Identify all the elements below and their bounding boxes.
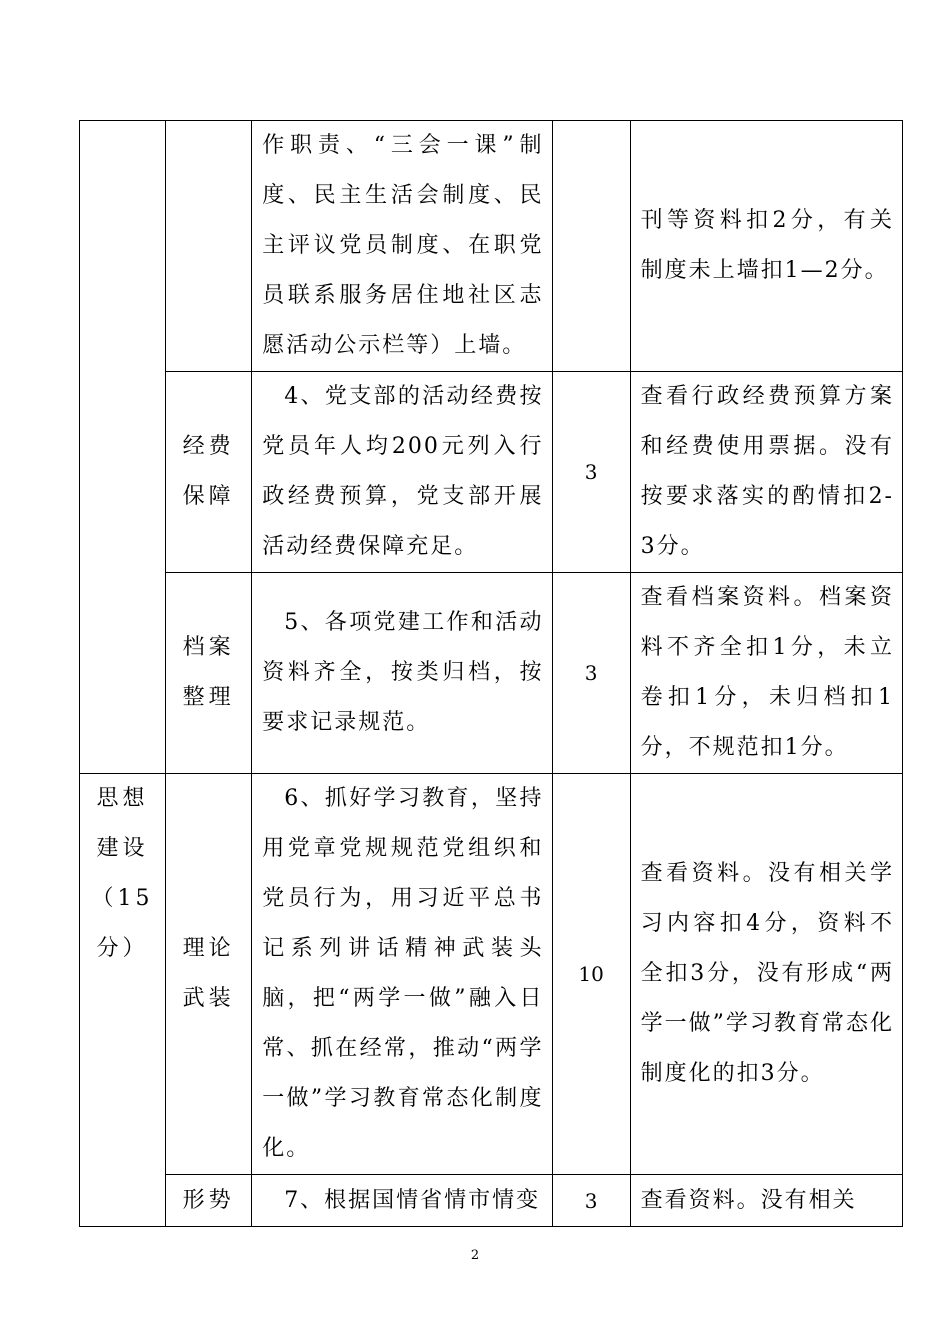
score-cell: 10 [552, 774, 630, 1175]
method-cell: 查看资料。没有相关 [630, 1175, 902, 1227]
score-cell: 3 [552, 1175, 630, 1227]
page-number: 2 [470, 1248, 480, 1263]
category-cell: 思想建设（15分） [80, 774, 166, 1227]
category-cell [80, 121, 166, 774]
content-cell: 5、各项党建工作和活动资料齐全，按类归档，按要求记录规范。 [252, 573, 552, 774]
score-cell: 3 [552, 573, 630, 774]
method-cell: 刊等资料扣2分，有关制度未上墙扣1—2分。 [630, 121, 902, 372]
table-row [80, 372, 903, 573]
item-cell: 经费保障 [166, 372, 252, 573]
method-cell: 查看行政经费预算方案和经费使用票据。没有按要求落实的酌情扣2-3分。 [630, 372, 902, 573]
score-cell [552, 121, 630, 372]
content-cell: 作职责、“三会一课”制度、民主生活会制度、民主评议党员制度、在职党员联系服务居住地社区志愿活动公示栏等）上墙。 [252, 121, 552, 372]
item-cell [166, 121, 252, 372]
table-row [80, 774, 903, 1175]
scoring-table [79, 120, 903, 1227]
content-cell: 4、党支部的活动经费按党员年人均200元列入行政经费预算，党支部开展活动经费保障充足。 [252, 372, 552, 573]
method-cell: 查看资料。没有相关学习内容扣4分，资料不全扣3分，没有形成“两学一做”学习教育常态化制度化的扣3分。 [630, 774, 902, 1175]
table-row [80, 121, 903, 372]
content-cell: 6、抓好学习教育，坚持用党章党规规范党组织和党员行为，用习近平总书记系列讲话精神武装头脑，把“两学一做”融入日常、抓在经常，推动“两学一做”学习教育常态化制度化。 [252, 774, 552, 1175]
item-cell: 理论武装 [166, 774, 252, 1175]
score-cell: 3 [552, 372, 630, 573]
item-cell: 形势 [166, 1175, 252, 1227]
item-cell: 档案整理 [166, 573, 252, 774]
table-row [80, 1175, 903, 1227]
method-cell: 查看档案资料。档案资料不齐全扣1分，未立卷扣1分，未归档扣1分，不规范扣1分。 [630, 573, 902, 774]
content-cell: 7、根据国情省情市情变 [252, 1175, 552, 1227]
table-row [80, 573, 903, 774]
